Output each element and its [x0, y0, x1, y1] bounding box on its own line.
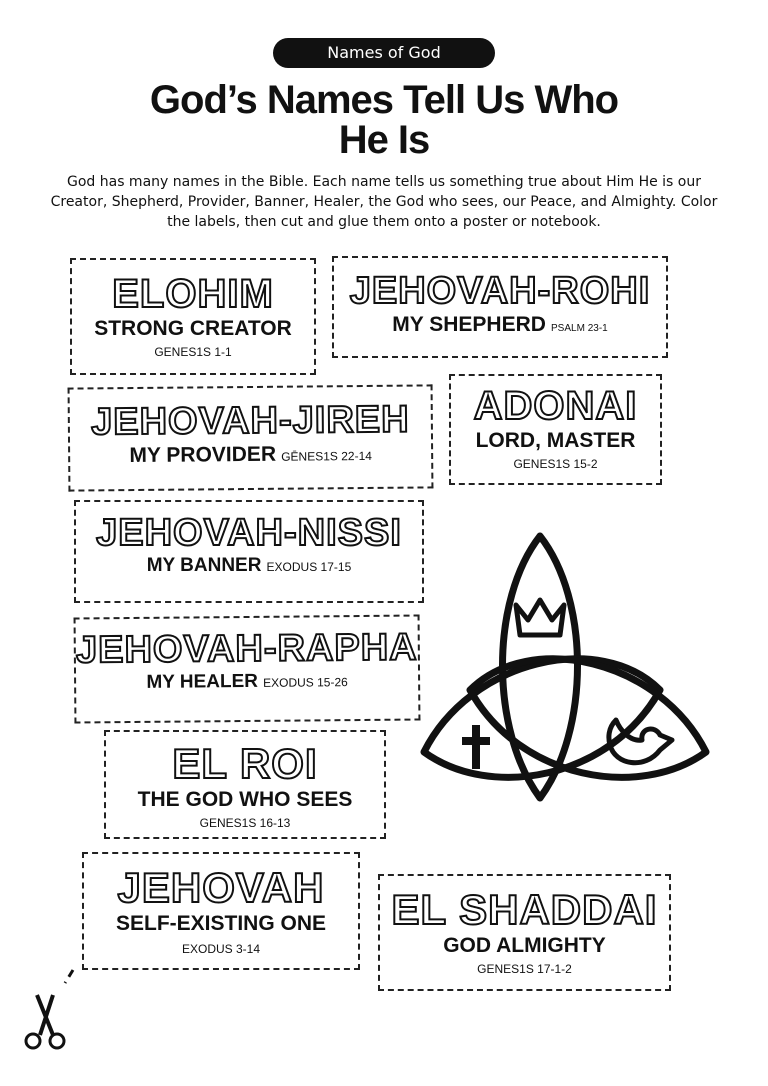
- card-reference: GENES1S 1-1: [154, 345, 232, 359]
- card-meaning: THE GOD WHO SEES: [137, 788, 353, 811]
- page-title: [0, 80, 768, 160]
- name-card-jehovah-jireh[interactable]: [68, 384, 434, 491]
- card-reference: GĒNES1S 22-14: [281, 448, 372, 464]
- topic-tag: Names of God: [273, 38, 495, 68]
- card-name: JEHOVAH-RAPHA: [75, 626, 418, 672]
- card-name: EL ROI: [172, 740, 318, 787]
- cross-icon: [462, 725, 490, 769]
- card-meaning: MY SHEPHERD: [392, 313, 546, 336]
- scissors-icon: [15, 965, 85, 1055]
- name-card-adonai[interactable]: [449, 374, 662, 485]
- name-card-el-shaddai[interactable]: [378, 874, 671, 991]
- card-meaning: MY BANNER: [146, 555, 262, 576]
- intro-text: God has many names in the Bible. Each name tells us something true about Him He is our Creator, Shepherd, Provider, Banner, Healer, the God who sees, our Peace, and Almighty. Color the labels, then cut and glue them onto a poster or notebook.: [50, 174, 718, 230]
- card-meaning: MY PROVIDER: [129, 442, 277, 468]
- title-line-2: He Is: [338, 118, 430, 162]
- name-card-elohim[interactable]: [70, 258, 316, 375]
- card-reference: EXODUS 17-15: [266, 560, 352, 574]
- card-meaning: MY HEALER: [146, 670, 259, 693]
- name-card-jehovah-rohi[interactable]: [332, 256, 668, 358]
- name-card-jehovah-rapha[interactable]: [74, 614, 421, 723]
- card-name: EL SHADDAI: [391, 886, 658, 933]
- card-meaning: LORD, MASTER: [475, 429, 636, 452]
- crown-icon: [516, 600, 564, 635]
- name-card-el-roi[interactable]: [104, 730, 386, 839]
- card-reference: EXODUS 15-26: [263, 675, 348, 690]
- card-meaning: SELF-EXISTING ONE: [115, 912, 327, 935]
- card-meaning: STRONG CREATOR: [94, 317, 292, 340]
- name-card-jehovah-nissi[interactable]: [74, 500, 424, 603]
- card-name: JEHOVAH-ROHI: [349, 270, 651, 312]
- card-reference: GENES1S 15-2: [513, 457, 598, 471]
- card-reference: EXODUS 3-14: [181, 942, 261, 956]
- card-meaning: GOD ALMIGHTY: [443, 934, 606, 957]
- card-reference: GENES1S 17-1-2: [477, 962, 572, 976]
- card-name: JEHOVAH: [117, 864, 325, 911]
- card-name: JEHOVAH-NISSI: [96, 512, 402, 554]
- card-name: ELOHIM: [112, 272, 274, 316]
- trinity-symbol-icon: [410, 530, 720, 820]
- title-line-1: God’s Names Tell Us Who: [149, 78, 619, 122]
- card-name: ADONAI: [473, 384, 638, 428]
- card-reference: GENES1S 16-13: [199, 816, 291, 830]
- card-name: JEHOVAH-JIREH: [90, 398, 410, 444]
- name-card-jehovah[interactable]: [82, 852, 360, 970]
- card-reference: PSALM 23-1: [551, 323, 608, 334]
